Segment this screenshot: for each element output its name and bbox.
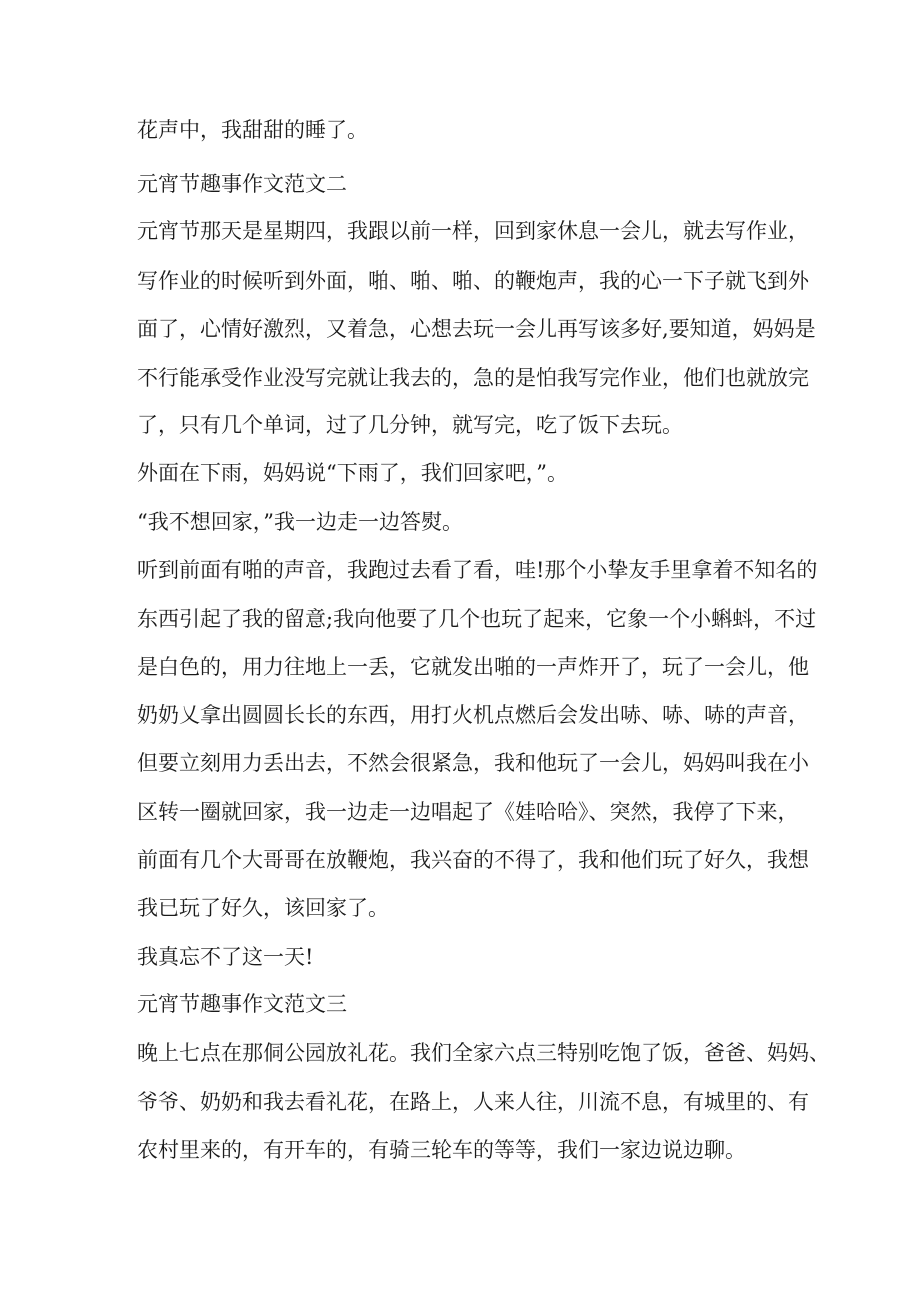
paragraph-line: 了，只有几个单词，过了几分钟，就写完，吃了饭下去玩。 [137, 413, 683, 437]
paragraph-line: “我不想回家，”我一边走一边答熨。 [137, 510, 463, 534]
paragraph-line: 农村里来的，有开车的，有骑三轮车的等等，我们一家边说边聊。 [137, 1138, 746, 1162]
paragraph-line: 花声中，我甜甜的睡了。 [137, 118, 368, 142]
section-heading: 元宵节趣事作文范文三 [137, 992, 347, 1016]
paragraph-line: 元宵节那天是星期四，我跟以前一样，回到家休息一会儿，就去写作业， [137, 219, 809, 243]
paragraph-line: 面了，心情好激烈，又着急，心想去玩一会儿再写该多好,要知道，妈妈是 [137, 317, 816, 341]
paragraph-line: 我真忘不了这一天! [137, 945, 314, 969]
paragraph-line: 听到前面有啪的声音，我跑过去看了看，哇!那个小挚友手里拿着不知名的 [137, 558, 818, 582]
paragraph-line: 晚上七点在那侗公园放礼花。我们全家六点三特别吃饱了饭，爸爸、妈妈、 [137, 1041, 830, 1065]
section-heading: 元宵节趣事作文范文二 [137, 172, 347, 196]
paragraph-line: 前面有几个大哥哥在放鞭炮，我兴奋的不得了，我和他们玩了好久，我想 [137, 848, 809, 872]
paragraph-line: 我已玩了好久，该回家了。 [137, 896, 389, 920]
paragraph-line: 奶奶乂拿出圆圆长长的东西，用打火机点燃后会发出哧、哧、哧的声音， [137, 703, 809, 727]
paragraph-line: 但要立刻用力丢出去，不然会很紧急，我和他玩了一会儿，妈妈叫我在小 [137, 751, 809, 775]
paragraph-line: 是白色的，用力往地上一丢，它就发出啪的一声炸开了，玩了一会儿，他 [137, 655, 809, 679]
paragraph-line: 爷爷、奶奶和我去看礼花，在路上，人来人往，川流不息，有城里的、有 [137, 1090, 809, 1114]
paragraph-line: 东西引起了我的留意;我向他要了几个也玩了起来，它象一个小蝌蚪，不过 [137, 607, 817, 631]
paragraph-line: 不行能承受作业没写完就让我去的，急的是怕我写完作业，他们也就放完 [137, 366, 809, 390]
paragraph-line: 外面在下雨，妈妈说“下雨了，我们回家吧，”。 [137, 461, 568, 485]
paragraph-line: 区转一圈就回家，我一边走一边唱起了《娃哈哈》、突然，我停了下来， [137, 800, 799, 824]
paragraph-line: 写作业的时候听到外面，啪、啪、啪、的鞭炮声，我的心一下子就飞到外 [137, 269, 809, 293]
